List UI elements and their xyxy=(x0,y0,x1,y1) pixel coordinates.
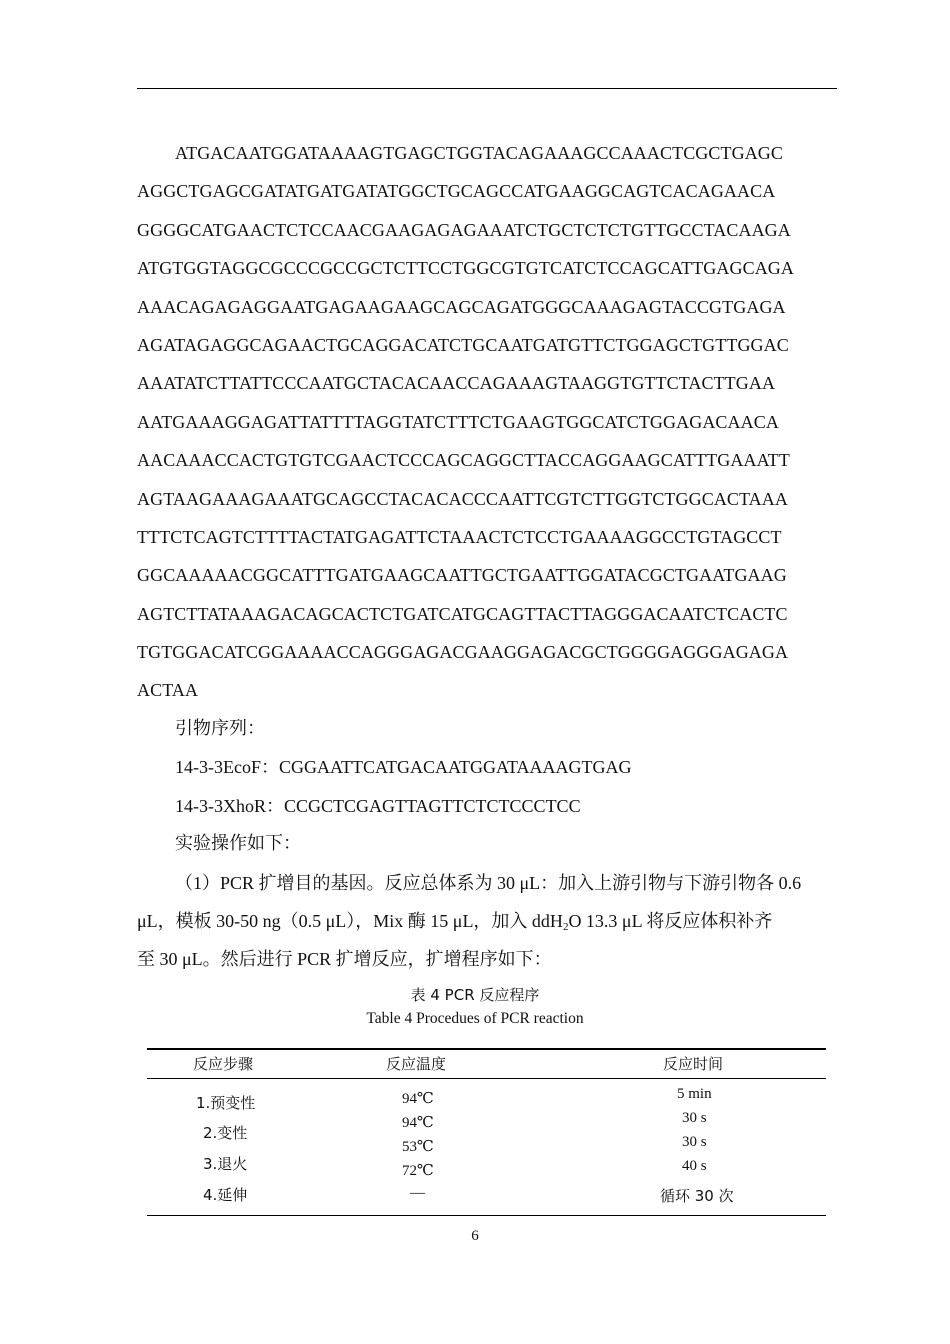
table-cell-temp: 94℃ xyxy=(402,1091,434,1107)
table-cell-time: 40 s xyxy=(682,1158,707,1174)
procedure-step1-line2 xyxy=(137,902,839,940)
table-cell-time: 循环 30 次 xyxy=(660,1187,734,1205)
sequence-line: AATGAAAGGAGATTATTTTAGGTATCTTTCTGAAGTGGCATCTGGAGACAACA xyxy=(137,411,779,432)
table-cell-temp: 94℃ xyxy=(402,1115,434,1131)
table-header-time: 反应时间 xyxy=(663,1055,724,1073)
procedure-step1-line3: 至 30 μL。然后进行 PCR 扩增反应，扩增程序如下： xyxy=(137,949,552,970)
sequence-line: GGCAAAAACGGCATTTGATGAAGCAATTGCTGAATTGGATACGCTGAATGAAG xyxy=(137,565,787,586)
table-header-rule xyxy=(147,1078,826,1079)
page-number: 6 xyxy=(471,1228,479,1244)
gene-sequence xyxy=(137,134,839,710)
sequence-line: ATGACAATGGATAAAAGTGAGCTGGTACAGAAAGCCAAACTCGCTGAGC xyxy=(175,143,784,163)
reverse-primer: 14-3-3XhoR：CCGCTCGAGTTAGTTCTCTCCCTCC xyxy=(175,795,581,816)
sequence-line: AAATATCTTATTCCCAATGCTACACAACCAGAAAGTAAGGTGTTCTACTTGAA xyxy=(137,373,776,394)
sequence-line: AACAAACCACTGTGTCGAACTCCCAGCAGGCTTACCAGGAAGCATTTGAAATT xyxy=(137,450,790,471)
table-cell-time: 30 s xyxy=(682,1110,707,1126)
sequence-line: AGATAGAGGCAGAACTGCAGGACATCTGCAATGATGTTCTGGAGCTGTTGGAC xyxy=(137,334,789,355)
primers-heading: 引物序列： xyxy=(175,718,265,739)
sequence-line: ATGTGGTAGGCGCCCGCCGCTCTTCCTGGCGTGTCATCTCCAGCATTGAGCAGA xyxy=(137,258,794,279)
step1-line2-part-a: μL，模板 30-50 ng（0.5 μL），Mix 酶 15 μL，加入 ddH xyxy=(137,911,563,932)
table-header-step: 反应步骤 xyxy=(193,1055,254,1073)
table-top-rule xyxy=(147,1048,826,1050)
procedure-heading: 实验操作如下： xyxy=(175,833,301,855)
table-header-temp: 反应温度 xyxy=(386,1055,447,1073)
table-caption-en: Table 4 Procedues of PCR reaction xyxy=(366,1010,584,1027)
forward-primer: 14-3-3EcoF：CGGAATTCATGACAATGGATAAAAGTGAG xyxy=(175,757,632,778)
sequence-line: AGTAAGAAAGAAATGCAGCCTACACACCCAATTCGTCTTGGTCTGGCACTAAA xyxy=(137,488,788,509)
table-bottom-rule xyxy=(147,1215,826,1216)
table-cell-step: 4.延伸 xyxy=(203,1186,248,1204)
procedure-step1-line1: （1）PCR 扩增目的基因。反应总体系为 30 μL：加入上游引物与下游引物各 0.6 xyxy=(175,872,802,893)
sequence-line: AGGCTGAGCGATATGATGATATGGCTGCAGCCATGAAGGCAGTCACAGAACA xyxy=(137,181,776,202)
table-cell-step: 2.变性 xyxy=(203,1124,248,1142)
subscript: 2 xyxy=(562,921,569,934)
table-cell-step: 3.退火 xyxy=(203,1155,248,1173)
primers-block xyxy=(137,710,839,979)
sequence-line: ACTAA xyxy=(137,680,199,701)
table-cell-step: 1.预变性 xyxy=(196,1094,256,1112)
sequence-line: AAACAGAGAGGAATGAGAAGAAGCAGCAGATGGGCAAAGAGTACCGTGAGA xyxy=(137,296,786,317)
sequence-line: AGTCTTATAAAGACAGCACTCTGATCATGCAGTTACTTAGGGACAATCTCACTC xyxy=(137,603,788,624)
table-cell-time: 5 min xyxy=(677,1086,712,1102)
table-cell-time: 30 s xyxy=(682,1134,707,1150)
header-rule xyxy=(137,88,837,89)
sequence-line: GGGGCATGAACTCTCCAACGAAGAGAGAAATCTGCTCTCTGTTGCCTACAAGA xyxy=(137,219,791,240)
table-cell-temp: 72℃ xyxy=(402,1163,434,1179)
table-cell-temp: 53℃ xyxy=(402,1139,434,1155)
sequence-line: TTTCTCAGTCTTTTACTATGAGATTCTAAACTCTCCTGAAAAGGCCTGTAGCCT xyxy=(137,526,782,547)
sequence-line: TGTGGACATCGGAAAACCAGGGAGACGAAGGAGACGCTGGGGAGGGAGAGA xyxy=(137,642,789,663)
table-caption-cn: 表 4 PCR 反应程序 xyxy=(410,986,540,1004)
step1-line2-part-b: O 13.3 μL 将反应体积补齐 xyxy=(568,911,773,932)
table-cell-temp: — xyxy=(410,1185,425,1201)
